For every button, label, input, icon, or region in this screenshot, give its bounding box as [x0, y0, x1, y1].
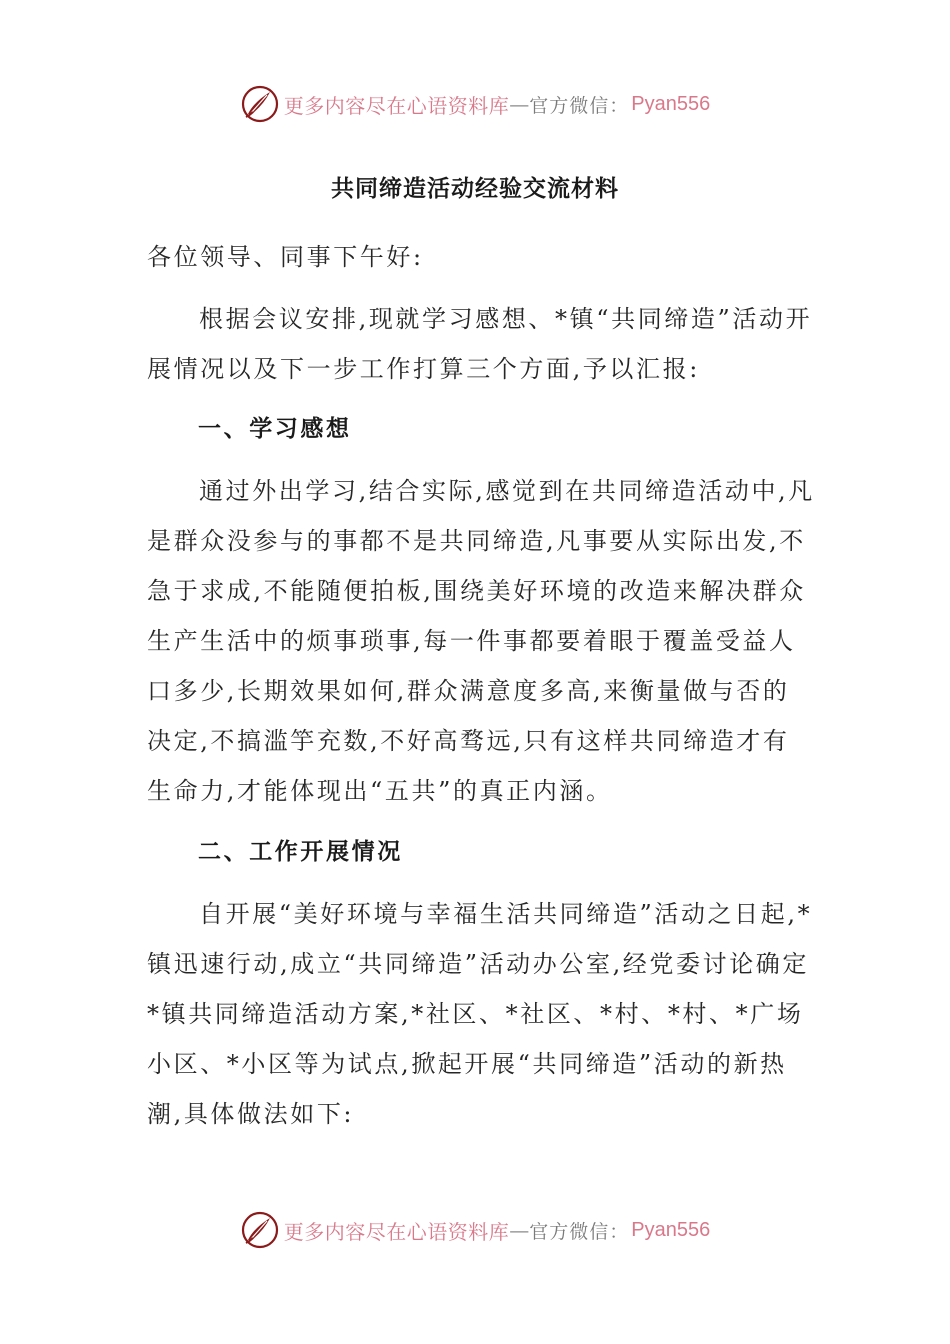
watermark-wechat-id: Pyan556 — [631, 1218, 711, 1241]
pen-feather-logo-icon — [240, 1210, 280, 1250]
watermark-wechat-label: 官方微信： — [529, 1220, 630, 1243]
watermark-brand: 更多内容尽在心语资料库 — [283, 93, 510, 118]
watermark-wechat-label: 官方微信： — [529, 94, 630, 117]
section-1-text: 通过外出学习,结合实际,感觉到在共同缔造活动中,凡是群众没参与的事都不是共同缔造,凡事要从实际出发,不急于求成,不能随便拍板,围绕美好环境的改造来解决群众生产生活中的烦事琐事,每一件事都要着眼于覆盖受益人口多少,长期效果如何,群众满意度多高,来衡量做与否的决定,不搞滥竽充数,不好高骛远,只有这样共同缔造才有生命力,才能体现出“五共”的真正内涵。 — [147, 477, 815, 805]
section-2-text: 自开展“美好环境与幸福生活共同缔造”活动之日起,*镇迅速行动,成立“共同缔造”活动办公室,经党委讨论确定*镇共同缔造活动方案,*社区、*社区、*村、*村、*广场小区、*小区等为试点,掀起开展“共同缔造”活动的新热潮,具体做法如下: — [147, 900, 813, 1128]
greeting-text: 各位领导、同事下午好: — [147, 243, 424, 271]
section-heading-1: 一、学习感想 — [198, 416, 352, 442]
document-title: 共同缔造活动经验交流材料 — [331, 176, 619, 202]
watermark-wechat-id: Pyan556 — [631, 92, 711, 115]
section-heading-2: 二、工作开展情况 — [198, 839, 403, 865]
pen-feather-logo-icon — [240, 84, 280, 124]
header-watermark — [0, 82, 950, 126]
intro-text: 根据会议安排,现就学习感想、*镇“共同缔造”活动开展情况以及下一步工作打算三个方面,予以汇报: — [147, 305, 813, 383]
watermark-separator: — — [509, 92, 530, 116]
watermark-brand: 更多内容尽在心语资料库 — [283, 1219, 510, 1244]
section-1-paragraph — [147, 466, 815, 816]
intro-paragraph — [147, 294, 815, 394]
watermark-separator: — — [509, 1218, 530, 1242]
greeting — [147, 232, 815, 282]
footer-watermark — [0, 1208, 950, 1252]
section-2-paragraph — [147, 889, 815, 1139]
